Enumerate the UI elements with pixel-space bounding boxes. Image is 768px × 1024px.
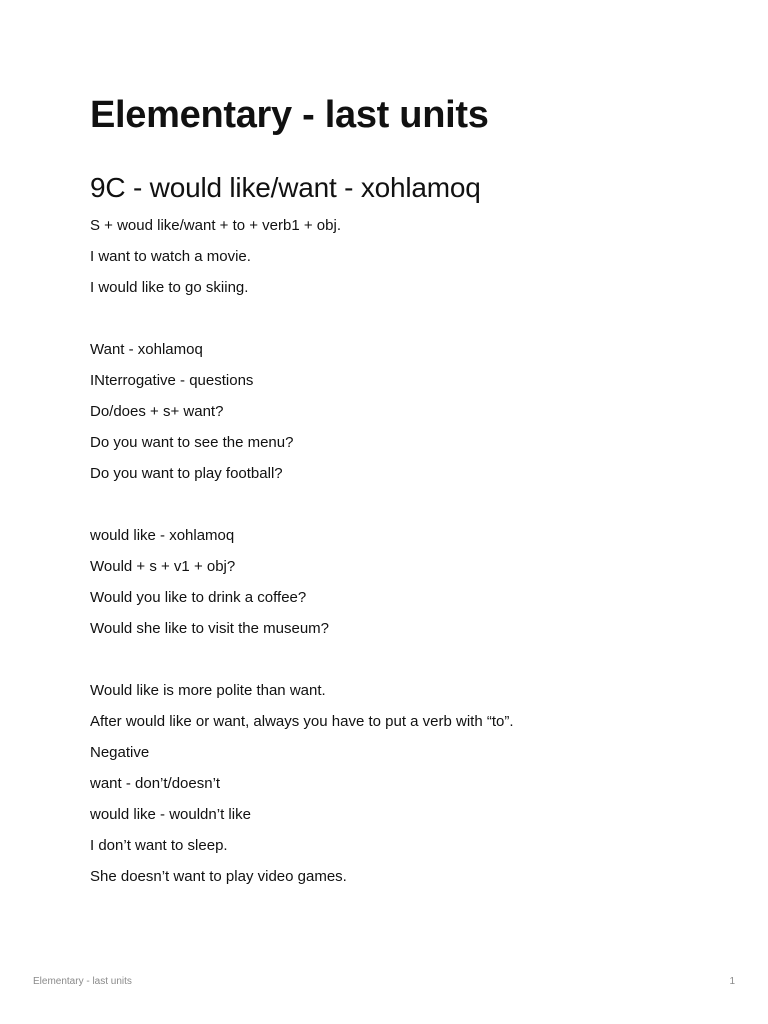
body-line: I don’t want to sleep. [90, 837, 228, 854]
body-line: Negative [90, 744, 150, 761]
body-line: Would like is more polite than want. [90, 682, 326, 699]
document-body [90, 210, 730, 892]
blank-line [90, 644, 730, 675]
blank-line [90, 489, 730, 520]
body-line: Do you want to see the menu? [90, 434, 294, 451]
body-line: would like - xohlamoq [90, 527, 235, 544]
body-line: S + woud like/want + to + verb1 + obj. [90, 217, 341, 234]
footer-page-number: 1 [729, 976, 735, 987]
body-line: She doesn’t want to play video games. [90, 868, 347, 885]
page-title: Elementary - last units [90, 94, 489, 136]
body-line: want - don’t/doesn’t [90, 775, 221, 792]
body-line: Would + s + v1 + obj? [90, 558, 236, 575]
body-line: I want to watch a movie. [90, 248, 251, 265]
body-line: Want - xohlamoq [90, 341, 203, 358]
footer-document-title: Elementary - last units [33, 976, 132, 987]
section-heading: 9C - would like/want - xohlamoq [90, 172, 481, 203]
body-line: Do/does + s+ want? [90, 403, 224, 420]
body-line: INterrogative - questions [90, 372, 254, 389]
body-line: After would like or want, always you have to put a verb with “to”. [90, 713, 514, 730]
body-line: I would like to go skiing. [90, 279, 249, 296]
body-line: Would you like to drink a coffee? [90, 589, 307, 606]
body-line: Would she like to visit the museum? [90, 620, 329, 637]
body-line: would like - wouldn’t like [90, 806, 251, 823]
body-line: Do you want to play football? [90, 465, 283, 482]
blank-line [90, 303, 730, 334]
